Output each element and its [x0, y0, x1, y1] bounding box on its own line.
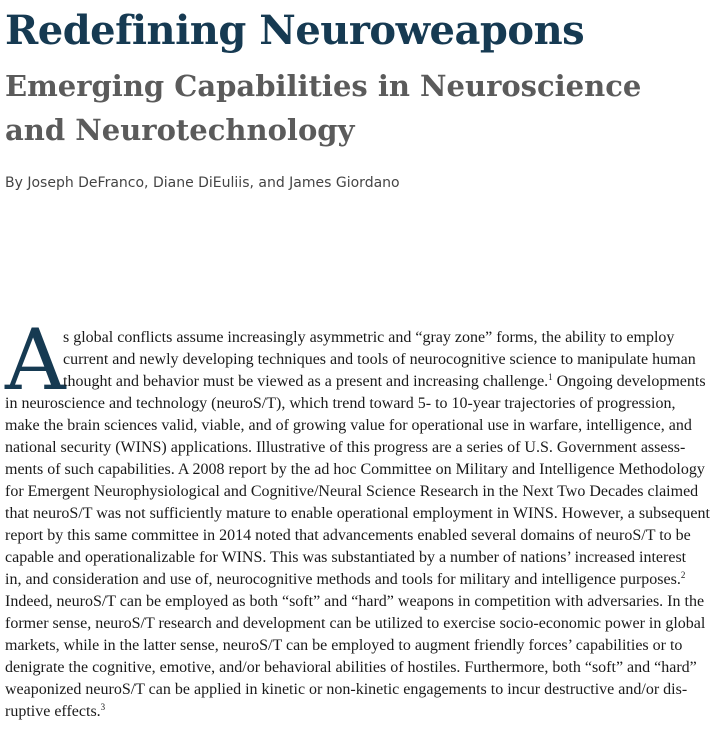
body-line: capable and operationalizable for WINS. This was substantiated by a number of nations’ increased interest [5, 549, 687, 566]
body-line: s global conflicts assume increasingly asymmetric and “gray zone” forms, the ability to employ [63, 329, 675, 346]
body-line: report by this same committee in 2014 noted that advancements enabled several domains of neuroS/T to be [5, 527, 691, 544]
body-line: that neuroS/T was not sufficiently mature to enable operational employment in WINS. However, a subsequent [5, 505, 710, 522]
body-line: ments of such capabilities. A 2008 report by the ad hoc Committee on Military and Intelligence Methodology [5, 461, 705, 478]
body-line: make the brain sciences valid, viable, and of growing value for operational use in warfare, intelligence, and [5, 417, 692, 434]
body-line: Indeed, neuroS/T can be employed as both “soft” and “hard” weapons in competition with adversaries. In the [5, 593, 705, 610]
article-subtitle [5, 64, 705, 152]
body-line: former sense, neuroS/T research and development can be utilized to exercise socio-economic power in global [5, 615, 706, 632]
body-line: national security (WINS) applications. Illustrative of this progress are a series of U.S. Government assess- [5, 439, 686, 456]
body-line: current and newly developing techniques and tools of neurocognitive science to manipulate human [63, 351, 696, 368]
body-line [5, 701, 721, 723]
body-segment: Ongoing developments [552, 373, 706, 390]
author-byline: By Joseph DeFranco, Diane DiEuliis, and James Giordano [5, 175, 400, 191]
body-segment: ruptive effects. [5, 703, 101, 720]
article-body [5, 327, 721, 723]
body-segment: in, and consideration and use of, neurocognitive methods and tools for military and intelligence purposes. [5, 571, 681, 588]
body-line: for Emergent Neurophysiological and Cognitive/Neural Science Research in the Next Two Decades claimed [5, 483, 699, 500]
footnote-marker: 2 [680, 570, 686, 580]
body-line: in neuroscience and technology (neuroS/T), which trend toward 5- to 10-year trajectories of progression, [5, 395, 676, 412]
body-segment: thought and behavior must be viewed as a present and increasing challenge. [63, 373, 549, 390]
body-line [5, 371, 721, 393]
footnote-marker: 3 [100, 702, 106, 712]
subtitle-line: and Neurotechnology [5, 113, 355, 147]
article-title: Redefining Neuroweapons [5, 7, 585, 54]
footnote-marker: 1 [548, 372, 553, 382]
body-line: markets, while in the latter sense, neuroS/T can be employed to augment friendly forces’ capabilities or to [5, 637, 683, 654]
body-line [5, 569, 721, 591]
body-line: weaponized neuroS/T can be applied in kinetic or non-kinetic engagements to incur destructive and/or dis- [5, 681, 688, 698]
drop-cap: A [5, 311, 66, 409]
body-line: denigrate the cognitive, emotive, and/or behavioral abilities of hostiles. Furthermore, both “soft” and “hard” [5, 659, 697, 676]
subtitle-line: Emerging Capabilities in Neuroscience [5, 69, 642, 103]
